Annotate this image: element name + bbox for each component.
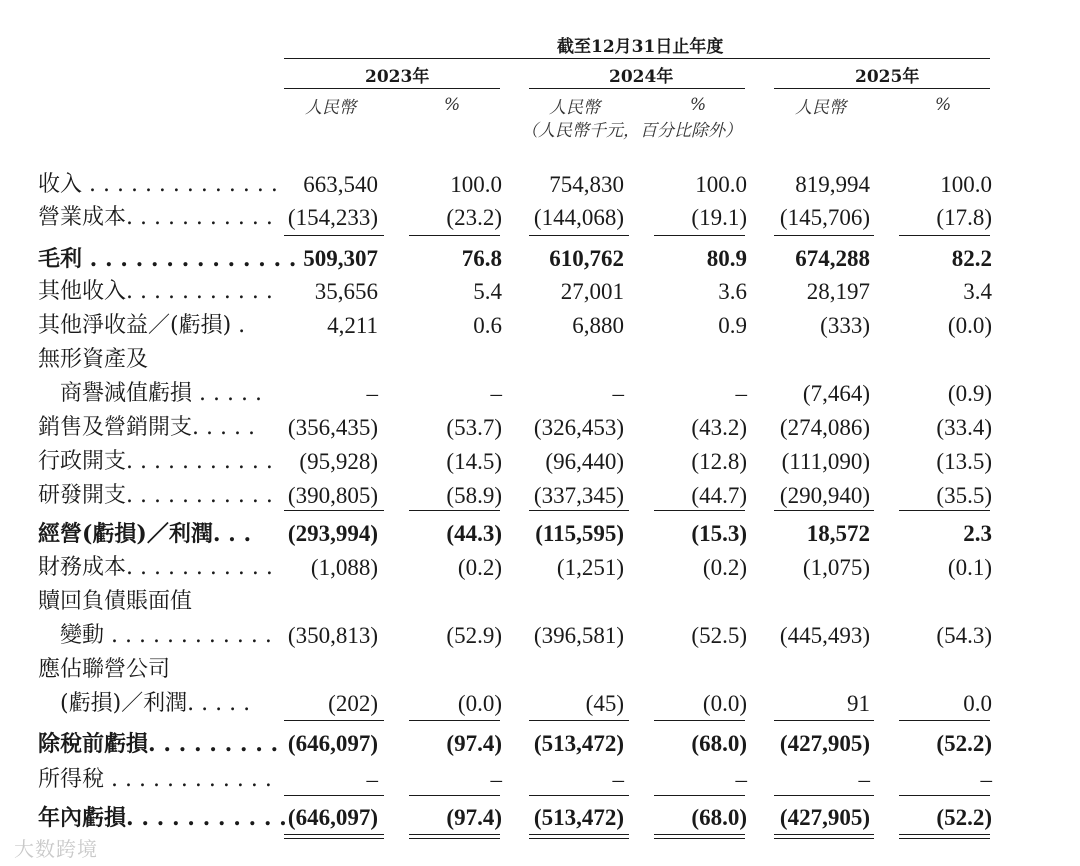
cell-2025-pct: (52.2) (936, 731, 992, 756)
cell-2023-pct: – (490, 767, 502, 792)
year-rule-2025 (774, 88, 990, 89)
subtotal-rule (529, 235, 629, 236)
row-label: 研發開支. . . . . . . . . . . (38, 483, 273, 508)
cell-2025-pct: (17.8) (936, 205, 992, 230)
table-row (0, 170, 1080, 200)
row-label: 變動 . . . . . . . . . . . . (38, 623, 272, 648)
cell-2025-pct: (33.4) (936, 415, 992, 440)
subtotal-rule (284, 795, 384, 796)
percent-2023: % (444, 95, 461, 115)
cell-2023-pct: (52.9) (446, 623, 502, 648)
year-2024: 2024年 (609, 67, 674, 87)
row-label: 所得稅 . . . . . . . . . . . . (38, 767, 272, 792)
cell-2023-rmb: (390,805) (287, 483, 378, 508)
cell-2025-pct: 2.3 (963, 521, 992, 546)
period-rule (284, 58, 990, 59)
table-row (0, 729, 1080, 759)
cell-2023-rmb: (154,233) (287, 205, 378, 230)
cell-2024-pct: (52.5) (691, 623, 747, 648)
cell-2024-pct: (15.3) (691, 521, 747, 546)
cell-2023-pct: (44.3) (446, 521, 502, 546)
cell-2023-rmb: 509,307 (303, 246, 378, 271)
double-top-rule (654, 834, 745, 835)
subtotal-rule (774, 795, 874, 796)
cell-2025-pct: 82.2 (951, 246, 992, 271)
row-label: 其他收入. . . . . . . . . . . (38, 279, 273, 304)
cell-2024-pct: (0.2) (702, 555, 747, 580)
cell-2025-rmb: (290,940) (779, 483, 870, 508)
cell-2024-rmb: 754,830 (549, 172, 624, 197)
unit-note: （人民幣千元，百分比除外） (521, 121, 742, 141)
cell-2024-pct: – (735, 381, 747, 406)
subtotal-rule (529, 795, 629, 796)
cell-2025-pct: (35.5) (936, 483, 992, 508)
cell-2025-rmb: (445,493) (779, 623, 870, 648)
percent-2025: % (935, 95, 952, 115)
cell-2023-pct: (97.4) (446, 805, 502, 830)
double-bottom-rule (654, 838, 745, 839)
cell-2023-rmb: (646,097) (287, 731, 378, 756)
cell-2024-pct: 100.0 (695, 172, 747, 197)
double-bottom-rule (899, 838, 990, 839)
table-row (0, 803, 1080, 833)
table-row (0, 519, 1080, 549)
row-label: 經營(虧損)／利潤. . . (38, 521, 252, 547)
currency-2023: 人民幣 (305, 98, 356, 118)
cell-2023-rmb: (1,088) (310, 555, 378, 580)
cell-2024-rmb: – (612, 381, 624, 406)
cell-2025-rmb: (1,075) (802, 555, 870, 580)
cell-2024-pct: (12.8) (691, 449, 747, 474)
cell-2025-rmb: (274,086) (779, 415, 870, 440)
percent-2024: % (690, 95, 707, 115)
cell-2024-rmb: (144,068) (533, 205, 624, 230)
table-row (0, 379, 1080, 409)
cell-2025-pct: (0.9) (947, 381, 992, 406)
subtotal-rule (284, 720, 384, 721)
subtotal-rule (284, 235, 384, 236)
cell-2023-rmb: – (366, 381, 378, 406)
cell-2023-rmb: 663,540 (303, 172, 378, 197)
period-header: 截至12月31日止年度 (557, 37, 724, 57)
subtotal-rule (774, 510, 874, 511)
year-2023: 2023年 (365, 67, 430, 87)
double-top-rule (409, 834, 500, 835)
table-row (0, 203, 1080, 233)
row-label: 財務成本. . . . . . . . . . . (38, 555, 273, 580)
cell-2025-rmb: 91 (847, 691, 870, 716)
row-label: 無形資產及 (38, 347, 149, 372)
year-rule-2023 (284, 88, 500, 89)
cell-2023-rmb: 35,656 (314, 279, 378, 304)
cell-2024-rmb: 27,001 (560, 279, 624, 304)
cell-2023-rmb: (293,994) (287, 521, 378, 546)
row-label: 除稅前虧損. . . . . . . . . (38, 731, 279, 757)
cell-2024-rmb: (513,472) (533, 805, 624, 830)
double-bottom-rule (409, 838, 500, 839)
row-label: 其他淨收益／(虧損) . (38, 313, 246, 338)
cell-2025-rmb: (427,905) (779, 731, 870, 756)
subtotal-rule (899, 795, 990, 796)
cell-2024-pct: (43.2) (691, 415, 747, 440)
cell-2023-rmb: (350,813) (287, 623, 378, 648)
row-label: 營業成本. . . . . . . . . . . (38, 205, 273, 230)
double-top-rule (529, 834, 629, 835)
cell-2024-rmb: – (612, 767, 624, 792)
watermark: 大数跨境 (14, 837, 98, 861)
row-label: (虧損)／利潤. . . . . (38, 691, 251, 716)
table-row (0, 587, 1080, 617)
cell-2024-pct: (44.7) (691, 483, 747, 508)
double-top-rule (774, 834, 874, 835)
cell-2025-rmb: (145,706) (779, 205, 870, 230)
subtotal-rule (774, 720, 874, 721)
cell-2025-pct: 100.0 (940, 172, 992, 197)
cell-2023-rmb: (356,435) (287, 415, 378, 440)
cell-2024-rmb: 6,880 (572, 313, 624, 338)
cell-2023-rmb: (95,928) (299, 449, 378, 474)
cell-2025-pct: (13.5) (936, 449, 992, 474)
subtotal-rule (899, 235, 990, 236)
table-row (0, 481, 1080, 511)
subtotal-rule (654, 720, 745, 721)
cell-2025-rmb: 674,288 (795, 246, 870, 271)
subtotal-rule (409, 720, 500, 721)
row-label: 商譽減值虧損 . . . . . (38, 381, 262, 406)
double-top-rule (899, 834, 990, 835)
cell-2025-rmb: – (858, 767, 870, 792)
cell-2024-pct: (68.0) (691, 805, 747, 830)
table-row (0, 244, 1080, 274)
double-bottom-rule (774, 838, 874, 839)
double-top-rule (284, 834, 384, 835)
cell-2023-pct: (97.4) (446, 731, 502, 756)
table-row (0, 689, 1080, 719)
currency-2025: 人民幣 (795, 98, 846, 118)
cell-2023-pct: 100.0 (450, 172, 502, 197)
table-row (0, 765, 1080, 795)
subtotal-rule (529, 720, 629, 721)
cell-2024-pct: 0.9 (718, 313, 747, 338)
cell-2024-rmb: (326,453) (533, 415, 624, 440)
row-label: 行政開支. . . . . . . . . . . (38, 449, 273, 474)
cell-2023-pct: 5.4 (473, 279, 502, 304)
cell-2024-rmb: (45) (585, 691, 624, 716)
table-row (0, 621, 1080, 651)
subtotal-rule (529, 510, 629, 511)
cell-2023-rmb: (646,097) (287, 805, 378, 830)
cell-2023-pct: (0.0) (457, 691, 502, 716)
table-row (0, 277, 1080, 307)
table-row (0, 413, 1080, 443)
cell-2024-rmb: (96,440) (545, 449, 624, 474)
cell-2025-pct: – (980, 767, 992, 792)
cell-2023-pct: (58.9) (446, 483, 502, 508)
cell-2024-rmb: (513,472) (533, 731, 624, 756)
cell-2025-rmb: 28,197 (806, 279, 870, 304)
subtotal-rule (654, 510, 745, 511)
table-row (0, 655, 1080, 685)
cell-2025-pct: 3.4 (963, 279, 992, 304)
cell-2023-pct: (23.2) (446, 205, 502, 230)
double-bottom-rule (284, 838, 384, 839)
table-row (0, 447, 1080, 477)
cell-2023-rmb: (202) (328, 691, 378, 716)
cell-2025-pct: (54.3) (936, 623, 992, 648)
row-label: 銷售及營銷開支. . . . . (38, 415, 255, 440)
cell-2024-pct: (0.0) (702, 691, 747, 716)
cell-2024-pct: (19.1) (691, 205, 747, 230)
row-label: 年內虧損. . . . . . . . . . . (38, 805, 287, 831)
cell-2024-rmb: (337,345) (533, 483, 624, 508)
cell-2024-pct: 80.9 (706, 246, 747, 271)
cell-2025-rmb: (111,090) (781, 449, 870, 474)
double-bottom-rule (529, 838, 629, 839)
subtotal-rule (774, 235, 874, 236)
currency-2024: 人民幣 (549, 98, 600, 118)
cell-2023-pct: (0.2) (457, 555, 502, 580)
cell-2023-pct: (14.5) (446, 449, 502, 474)
cell-2025-rmb: (427,905) (779, 805, 870, 830)
cell-2025-pct: (0.0) (947, 313, 992, 338)
cell-2023-rmb: 4,211 (327, 313, 378, 338)
subtotal-rule (409, 795, 500, 796)
year-2025: 2025年 (855, 67, 920, 87)
cell-2023-pct: 76.8 (461, 246, 502, 271)
cell-2023-rmb: – (366, 767, 378, 792)
cell-2024-pct: (68.0) (691, 731, 747, 756)
cell-2023-pct: (53.7) (446, 415, 502, 440)
row-label: 應佔聯營公司 (38, 657, 171, 682)
subtotal-rule (899, 510, 990, 511)
table-row (0, 311, 1080, 341)
cell-2025-pct: (0.1) (947, 555, 992, 580)
cell-2025-rmb: (7,464) (802, 381, 870, 406)
table-row (0, 345, 1080, 375)
subtotal-rule (899, 720, 990, 721)
cell-2024-rmb: 610,762 (549, 246, 624, 271)
subtotal-rule (654, 795, 745, 796)
subtotal-rule (284, 510, 384, 511)
cell-2025-pct: 0.0 (963, 691, 992, 716)
cell-2024-pct: – (735, 767, 747, 792)
cell-2024-rmb: (1,251) (556, 555, 624, 580)
cell-2023-pct: – (490, 381, 502, 406)
row-label: 毛利 . . . . . . . . . . . . . . (38, 246, 297, 272)
cell-2025-rmb: 819,994 (795, 172, 870, 197)
cell-2025-pct: (52.2) (936, 805, 992, 830)
cell-2023-pct: 0.6 (473, 313, 502, 338)
cell-2024-pct: 3.6 (718, 279, 747, 304)
cell-2024-rmb: (115,595) (535, 521, 624, 546)
subtotal-rule (654, 235, 745, 236)
subtotal-rule (409, 235, 500, 236)
table-row (0, 553, 1080, 583)
row-label: 贖回負債賬面值 (38, 589, 193, 614)
cell-2025-rmb: 18,572 (806, 521, 870, 546)
cell-2025-rmb: (333) (820, 313, 870, 338)
subtotal-rule (409, 510, 500, 511)
row-label: 收入 . . . . . . . . . . . . . . (38, 172, 278, 197)
cell-2024-rmb: (396,581) (533, 623, 624, 648)
year-rule-2024 (529, 88, 745, 89)
